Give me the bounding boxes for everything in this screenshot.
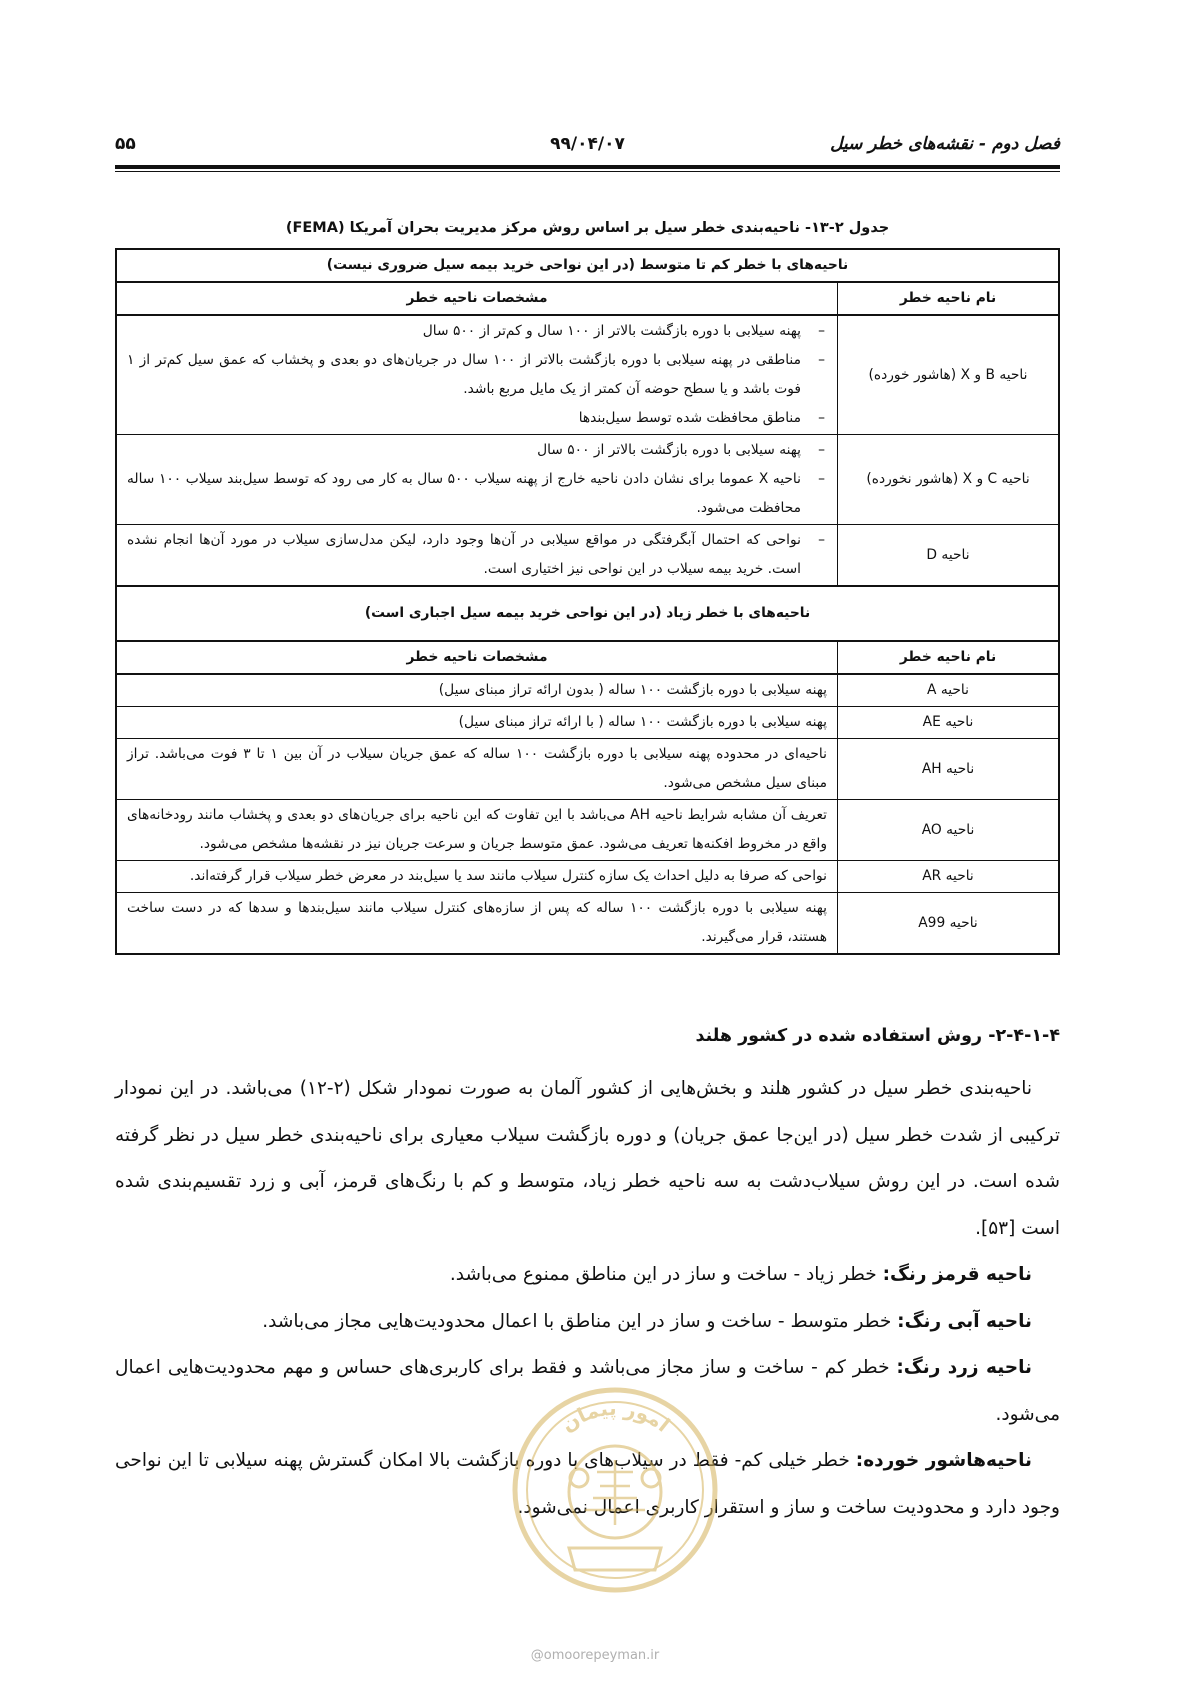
section-row-high-risk	[116, 586, 1059, 641]
zone-name: ناحیه D	[838, 525, 1060, 587]
watermark-site: @omoorepeyman.ir	[530, 1648, 660, 1663]
list-item: – پهنه سیلابی با دوره بازگشت بالاتر از ۱۰۰ سال و کم‌تر از ۵۰۰ سال	[127, 317, 827, 346]
watermark-stamp-icon	[505, 1380, 725, 1600]
section-heading: ۲-۴-۱-۴- روش استفاده شده در کشور هلند	[695, 1026, 1060, 1046]
list-item: – مناطق محافظت شده توسط سیل‌بندها	[127, 404, 827, 433]
zone-text: خطر متوسط - ساخت و ساز در این مناطق با اعمال محدودیت‌هایی مجاز می‌باشد.	[262, 1310, 898, 1332]
col-desc-header: مشخصات ناحیه خطر	[116, 282, 838, 315]
zone-paragraph-red	[115, 1252, 1060, 1299]
zone-name: ناحیه A	[838, 674, 1060, 707]
zone-label: ناحیه آبی رنگ:	[897, 1310, 1032, 1332]
zone-desc	[116, 315, 838, 435]
table-row	[116, 435, 1059, 525]
zone-desc: پهنه سیلابی با دوره بازگشت ۱۰۰ ساله که پس از سازه‌های کنترل سیلاب مانند سیل‌بندها و سدها که در دست ساخت هستند، قرار می‌گیرند.	[116, 893, 838, 955]
section-row-low-risk	[116, 249, 1059, 282]
zone-desc	[116, 435, 838, 525]
table-row	[116, 525, 1059, 587]
chapter-title: فصل دوم - نقشه‌های خطر سیل	[830, 134, 1060, 154]
zone-desc	[116, 525, 838, 587]
zone-desc: نواحی که صرفا به دلیل احداث یک سازه کنترل سیلاب مانند سد یا سیل‌بند در معرض خطر سیلاب قرار گرفته‌اند.	[116, 861, 838, 893]
table-caption: جدول ۲-۱۳- ناحیه‌بندی خطر سیل بر اساس روش مرکز مدیریت بحران آمریکا (FEMA)	[285, 220, 890, 236]
header-rule-thin	[115, 171, 1060, 172]
page-number: ۵۵	[115, 134, 136, 154]
table-row	[116, 861, 1059, 893]
zone-name: ناحیه A99	[838, 893, 1060, 955]
zone-desc: ناحیه‌ای در محدوده پهنه سیلابی با دوره بازگشت ۱۰۰ ساله که عمق جریان سیلاب در آن بین ۱ تا ۳ فوت می‌باشد. تراز مبنای سیل مشخص می‌شود.	[116, 739, 838, 800]
section-title: ناحیه‌های با خطر کم تا متوسط (در این نواحی خرید بیمه سیل ضروری نیست)	[116, 249, 1059, 282]
zone-label: ناحیه‌هاشور خورده:	[855, 1450, 1032, 1471]
intro-paragraph: ناحیه‌بندی خطر سیل در کشور هلند و بخش‌هایی از کشور آلمان به صورت نمودار شکل (۲-۱۲) می‌باشد. در این نمودار ترکیبی از شدت خطر سیل (در این‌جا عمق جریان) و دوره بازگشت سیلاب معیاری برای ناحیه‌بندی خطر سیل در نظر گرفته شده است. در این روش سیلاب‌دشت به سه ناحیه خطر زیاد، متوسط و کم با رنگ‌های قرمز، آبی و زرد تقسیم‌بندی شده است [۵۳].	[115, 1078, 1060, 1239]
zone-name: ناحیه AR	[838, 861, 1060, 893]
zone-desc: پهنه سیلابی با دوره بازگشت ۱۰۰ ساله ( بدون ارائه تراز مبنای سیل)	[116, 674, 838, 707]
header-date: ۹۹/۰۴/۰۷	[550, 134, 625, 154]
table-row	[116, 707, 1059, 739]
table-row	[116, 739, 1059, 800]
column-header-row	[116, 282, 1059, 315]
table-row	[116, 800, 1059, 861]
zone-name: ناحیه AH	[838, 739, 1060, 800]
zone-label: ناحیه زرد رنگ:	[896, 1357, 1032, 1378]
col-name-header: نام ناحیه خطر	[838, 641, 1060, 674]
list-item: – نواحی که احتمال آبگرفتگی در مواقع سیلابی در آن‌ها وجود دارد، لیکن مدل‌سازی سیلاب در مورد آن‌ها انجام نشده است. خرید بیمه سیلاب در این نواحی نیز اختیاری است.	[127, 526, 827, 584]
zone-text: خطر کم - ساخت و ساز مجاز می‌باشد و فقط برای کاربری‌های حساس و مهم محدودیت‌هایی اعمال می‌شود.	[115, 1357, 1060, 1425]
zone-label: ناحیه قرمز رنگ:	[882, 1264, 1032, 1285]
col-desc-header: مشخصات ناحیه خطر	[116, 641, 838, 674]
zone-desc: تعریف آن مشابه شرایط ناحیه AH می‌باشد با این تفاوت که این ناحیه برای جریان‌های دو بعدی و پخشاب مانند رودخانه‌های واقع در مخروط افکنه‌ها تعریف می‌شود. عمق متوسط جریان و سرعت جریان نیز در نقشه‌ها مشخص می‌شود.	[116, 800, 838, 861]
list-item: – ناحیه X عموما برای نشان دادن ناحیه خارج از پهنه سیلاب ۵۰۰ سال به کار می رود که توسط سیل‌بند سیلاب ۱۰۰ ساله محافظت می‌شود.	[127, 465, 827, 523]
header-rule-thick	[115, 165, 1060, 169]
zone-name: ناحیه AE	[838, 707, 1060, 739]
section-title: ناحیه‌های با خطر زیاد (در این نواحی خرید بیمه سیل اجباری است)	[116, 586, 1059, 641]
list-item: – پهنه سیلابی با دوره بازگشت بالاتر از ۵۰۰ سال	[127, 436, 827, 465]
zone-text: خطر زیاد - ساخت و ساز در این مناطق ممنوع می‌باشد.	[449, 1264, 883, 1285]
page-header	[115, 128, 1060, 158]
column-header-row	[116, 641, 1059, 674]
fema-zones-table	[115, 248, 1060, 955]
zone-desc: پهنه سیلابی با دوره بازگشت ۱۰۰ ساله ( با ارائه تراز مبنای سیل)	[116, 707, 838, 739]
list-item: – مناطقی در پهنه سیلابی با دوره بازگشت بالاتر از ۱۰۰ سال در جریان‌های دو بعدی و پخشاب که عمق سیل کم‌تر از ۱ فوت باشد و یا سطح حوضه آن کمتر از یک مایل مربع باشد.	[127, 346, 827, 404]
table-row	[116, 674, 1059, 707]
zone-name: ناحیه AO	[838, 800, 1060, 861]
table-row	[116, 893, 1059, 955]
zone-name: ناحیه C و X (هاشور نخورده)	[838, 435, 1060, 525]
svg-text:امور پیمان: امور پیمان	[556, 1395, 675, 1437]
zone-text: خطر خیلی کم- فقط در سیلاب‌های با دوره بازگشت بالا امکان گسترش پهنه سیلابی تا این نواحی وجود دارد و محدودیت ساخت و ساز و استقرار کاربری اعمال نمی‌شود.	[115, 1450, 1060, 1518]
zone-paragraph-blue	[115, 1299, 1060, 1346]
table-row	[116, 315, 1059, 435]
col-name-header: نام ناحیه خطر	[838, 282, 1060, 315]
zone-name: ناحیه B و X (هاشور خورده)	[838, 315, 1060, 435]
